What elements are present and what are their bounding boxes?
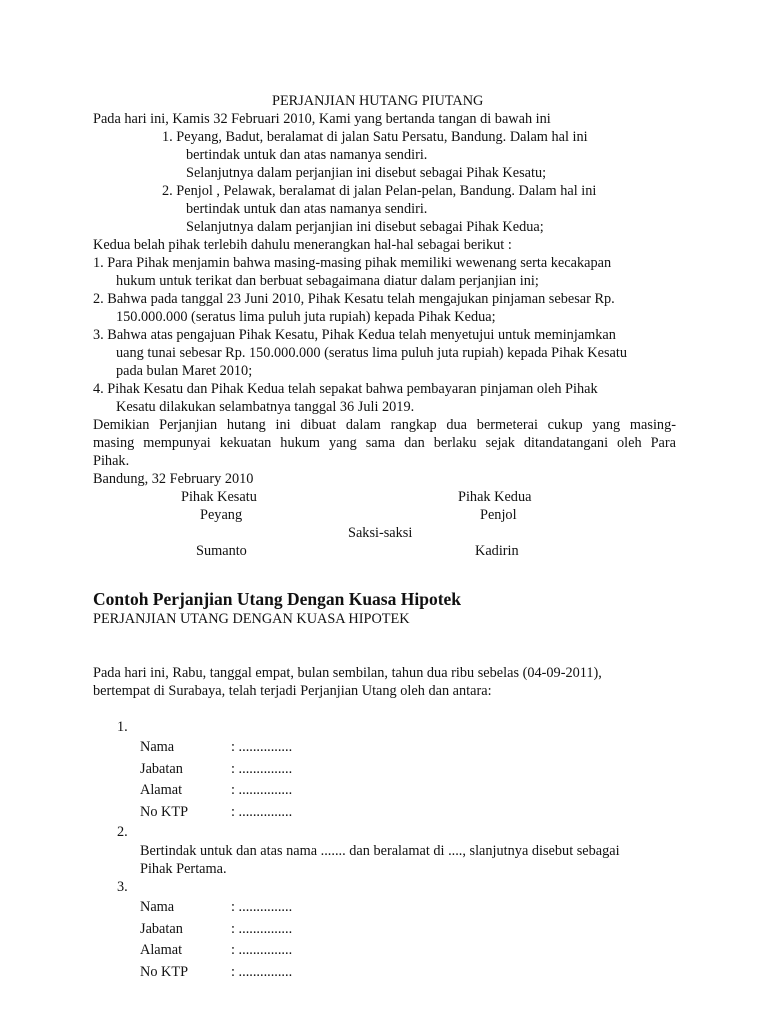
- list-number-3: 3.: [117, 879, 128, 895]
- doc2-intro-line1: Pada hari ini, Rabu, tanggal empat, bulan sembilan, tahun dua ribu sebelas (04-09-2011),: [93, 665, 602, 681]
- list-number-2: 2.: [117, 824, 128, 840]
- field-label: No KTP: [140, 804, 189, 820]
- sign-left-name: Peyang: [200, 507, 243, 523]
- sign-left-label: Pihak Kesatu: [181, 489, 257, 505]
- field-value: : ...............: [231, 899, 293, 915]
- field-label: Jabatan: [140, 921, 183, 937]
- field-value: : ...............: [231, 782, 293, 798]
- item1-line2: hukum untuk terikat dan berbuat sebagaimana diatur dalam perjanjian ini;: [116, 273, 539, 289]
- party2-line2: bertindak untuk dan atas namanya sendiri.: [186, 201, 428, 217]
- doc1-lead: Kedua belah pihak terlebih dahulu menerangkan hal-hal sebagai berikut :: [93, 237, 512, 253]
- field-label: No KTP: [140, 964, 189, 980]
- list-number-1: 1.: [117, 719, 128, 735]
- witness-left: Sumanto: [196, 543, 247, 559]
- party1-line3: Selanjutnya dalam perjanjian ini disebut sebagai Pihak Kesatu;: [186, 165, 547, 181]
- sign-right-name: Penjol: [480, 507, 517, 523]
- item3-line1: 3. Bahwa atas pengajuan Pihak Kesatu, Pihak Kedua telah menyetujui untuk meminjamkan: [93, 327, 616, 343]
- field-label: Jabatan: [140, 761, 183, 777]
- field-value: : ...............: [231, 739, 293, 755]
- doc2-subtitle: PERJANJIAN UTANG DENGAN KUASA HIPOTEK: [93, 611, 410, 627]
- witness-label: Saksi-saksi: [348, 525, 413, 541]
- item2-line2: 150.000.000 (seratus lima puluh juta rupiah) kepada Pihak Kedua;: [116, 309, 496, 325]
- field-value: : ...............: [231, 804, 293, 820]
- sign-right-label: Pihak Kedua: [458, 489, 532, 505]
- party2-line1: 2. Penjol , Pelawak, beralamat di jalan Pelan-pelan, Bandung. Dalam hal ini: [162, 183, 597, 199]
- doc2-intro-line2: bertempat di Surabaya, telah terjadi Perjanjian Utang oleh dan antara:: [93, 683, 492, 699]
- place-date: Bandung, 32 February 2010: [93, 471, 254, 487]
- field-value: : ...............: [231, 964, 293, 980]
- field-label: Nama: [140, 739, 175, 755]
- party1-line1: 1. Peyang, Badut, beralamat di jalan Satu Persatu, Bandung. Dalam hal ini: [162, 129, 588, 145]
- field-label: Alamat: [140, 942, 183, 958]
- item4-line1: 4. Pihak Kesatu dan Pihak Kedua telah sepakat bahwa pembayaran pinjaman oleh Pihak: [93, 381, 598, 397]
- party1-line2: bertindak untuk dan atas namanya sendiri.: [186, 147, 428, 163]
- party2-line3: Selanjutnya dalam perjanjian ini disebut sebagai Pihak Kedua;: [186, 219, 544, 235]
- party-line2: Pihak Pertama.: [140, 861, 227, 877]
- closing-line2: masing mempunyai kekuatan hukum yang sama dan berlaku sejak ditandatangani oleh Para: [93, 435, 676, 451]
- closing-line3: Pihak.: [93, 453, 130, 469]
- field-label: Alamat: [140, 782, 183, 798]
- item3-line2: uang tunai sebesar Rp. 150.000.000 (seratus lima puluh juta rupiah) kepada Pihak Kesatu: [116, 345, 627, 361]
- item1-line1: 1. Para Pihak menjamin bahwa masing-masing pihak memiliki wewenang serta kecakapan: [93, 255, 612, 271]
- closing-line1: Demikian Perjanjian hutang ini dibuat dalam rangkap dua bermeterai cukup yang masing-: [93, 417, 676, 433]
- item4-line2: Kesatu dilakukan selambatnya tanggal 36 Juli 2019.: [116, 399, 415, 415]
- party-line1: Bertindak untuk dan atas nama ....... dan beralamat di ...., slanjutnya disebut sebagai: [140, 843, 620, 859]
- doc1-title: PERJANJIAN HUTANG PIUTANG: [272, 93, 484, 109]
- field-value: : ...............: [231, 942, 293, 958]
- item3-line3: pada bulan Maret 2010;: [116, 363, 253, 379]
- item2-line1: 2. Bahwa pada tanggal 23 Juni 2010, Pihak Kesatu telah mengajukan pinjaman sebesar Rp.: [93, 291, 615, 307]
- field-value: : ...............: [231, 761, 293, 777]
- doc2-heading: Contoh Perjanjian Utang Dengan Kuasa Hipotek: [93, 589, 462, 609]
- field-value: : ...............: [231, 921, 293, 937]
- doc1-intro: Pada hari ini, Kamis 32 Februari 2010, Kami yang bertanda tangan di bawah ini: [93, 111, 551, 127]
- witness-right: Kadirin: [475, 543, 519, 559]
- field-label: Nama: [140, 899, 175, 915]
